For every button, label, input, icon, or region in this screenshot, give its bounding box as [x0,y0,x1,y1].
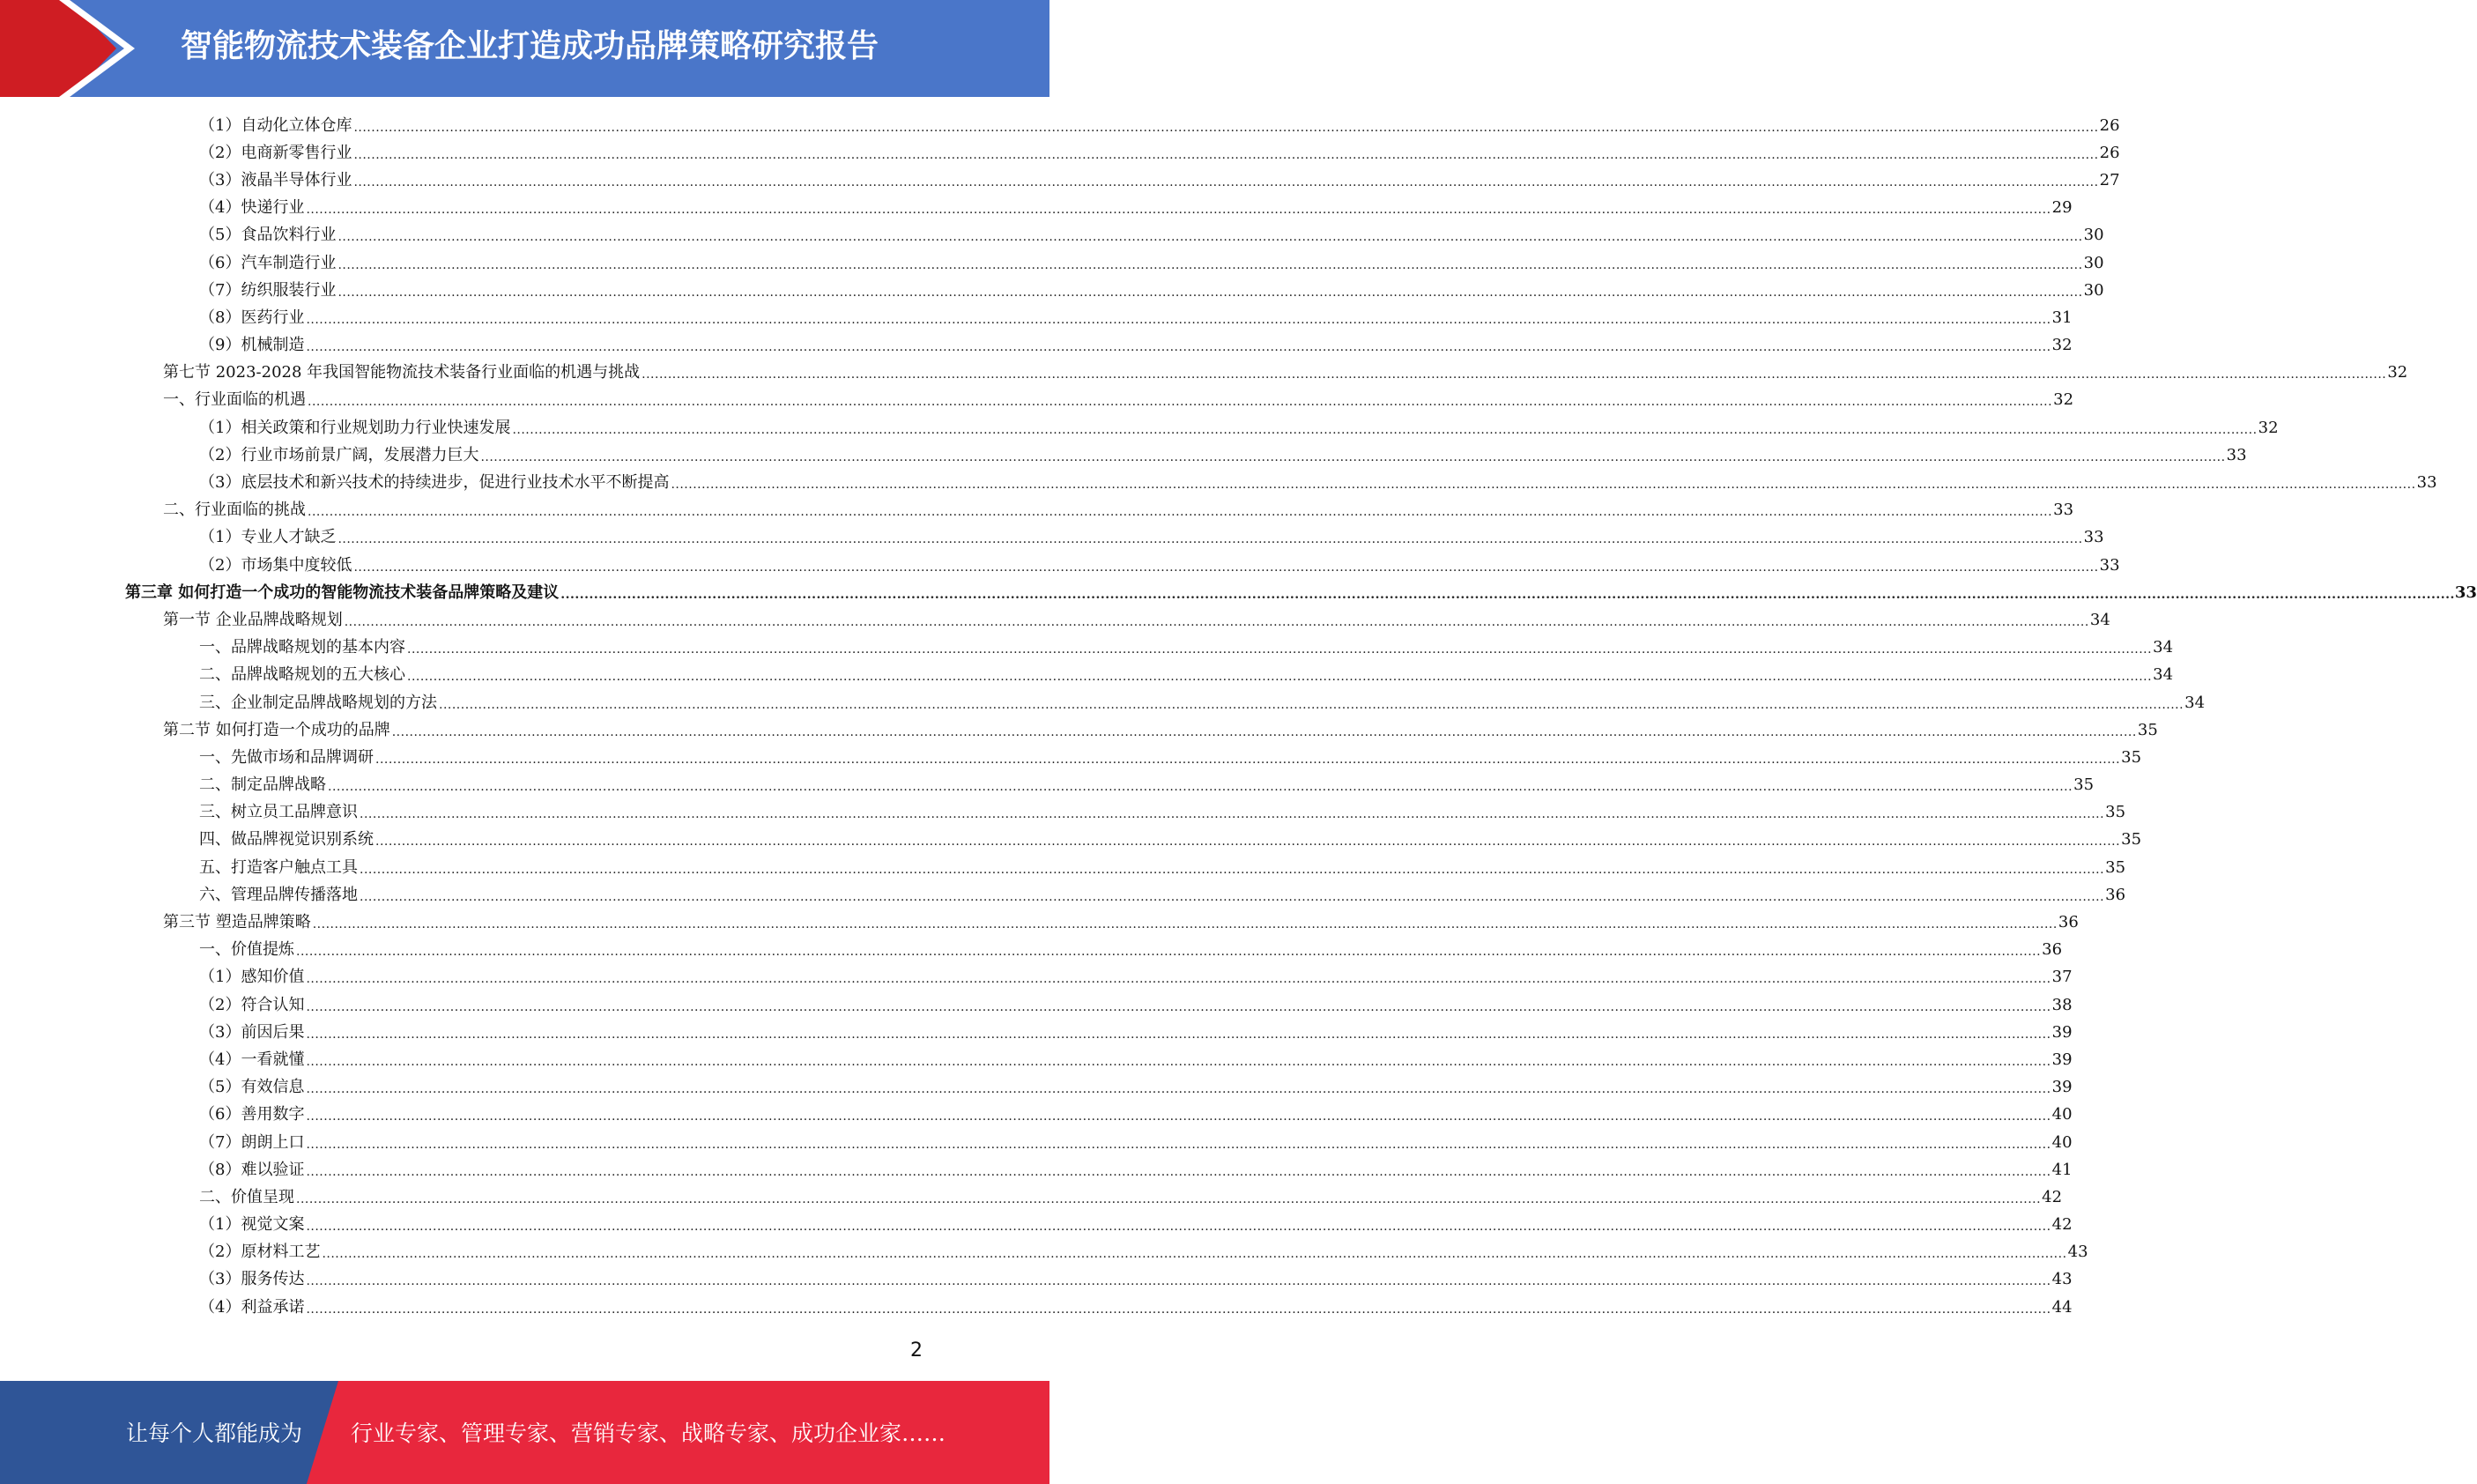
toc-entry-title: 一、先做市场和品牌调研 [199,747,374,767]
toc-dot-leader: ................................................................................................................................................................................................................................................................................................................................................................................................................ [308,395,2053,410]
toc-dot-leader: ................................................................................................................................................................................................................................................................................................................................................................................................................ [360,862,2105,877]
toc-entry-item[interactable] [0,469,2437,496]
toc-entry-title: （2）符合认知 [199,995,305,1014]
toc-dot-leader: ................................................................................................................................................................................................................................................................................................................................................................................................................ [306,203,2051,218]
toc-entry-title: （6）善用数字 [199,1105,305,1124]
toc-entry-item[interactable] [0,634,2174,662]
toc-entry-page: 26 [2099,115,2120,135]
toc-entry-title: 一、价值提炼 [199,940,294,960]
toc-entry-item[interactable] [0,1129,2073,1156]
toc-dot-leader: ................................................................................................................................................................................................................................................................................................................................................................................................................ [391,724,2137,739]
toc-dot-leader: ................................................................................................................................................................................................................................................................................................................................................................................................................ [337,532,2083,547]
toc-dot-leader: ................................................................................................................................................................................................................................................................................................................................................................................................................ [296,1191,2042,1206]
toc-entry-title: 一、品牌战略规划的基本内容 [199,638,405,657]
toc-entry-item[interactable] [0,332,2073,360]
toc-entry-title: （8）难以验证 [199,1160,305,1179]
toc-dot-leader: ................................................................................................................................................................................................................................................................................................................................................................................................................ [480,449,2226,464]
toc-entry-title: （6）汽车制造行业 [199,253,337,272]
toc-entry-item[interactable] [0,1212,2073,1239]
toc-entry-section[interactable] [0,606,2110,634]
toc-entry-item[interactable] [0,1046,2073,1073]
toc-entry-page: 39 [2051,1022,2073,1042]
toc-entry-title: 五、打造客户触点工具 [199,857,358,877]
toc-entry-title: 第七节 2023-2028 年我国智能物流技术装备行业面临的机遇与挑战 [163,363,641,382]
toc-dot-leader: ................................................................................................................................................................................................................................................................................................................................................................................................................ [337,230,2083,245]
toc-entry-title: （1）自动化立体仓库 [199,115,352,135]
toc-entry-title: （4）利益承诺 [199,1297,305,1317]
toc-entry-page: 33 [2099,555,2120,575]
toc-entry-title: （4）快递行业 [199,198,305,218]
toc-dot-leader: ................................................................................................................................................................................................................................................................................................................................................................................................................ [306,1027,2051,1042]
toc-entry-page: 29 [2051,198,2073,218]
toc-entry-section[interactable] [0,909,2079,936]
toc-entry-title: （2）电商新零售行业 [199,143,352,162]
toc-entry-title: （2）行业市场前景广阔，发展潜力巨大 [199,445,479,464]
toc-entry-title: 二、行业面临的挑战 [163,501,306,520]
toc-entry-title: 四、做品牌视觉识别系统 [199,830,374,850]
table-of-contents [0,112,2477,1321]
toc-entry-title: （8）医药行业 [199,308,305,327]
toc-dot-leader: ................................................................................................................................................................................................................................................................................................................................................................................................................ [375,835,2121,850]
toc-entry-page: 36 [2105,885,2126,904]
toc-entry-title: （2）原材料工艺 [199,1243,321,1262]
toc-entry-item[interactable] [0,744,2142,771]
toc-entry-item[interactable] [0,964,2073,991]
toc-entry-item[interactable] [0,827,2142,854]
toc-entry-title: （4）一看就懂 [199,1050,305,1069]
toc-entry-item[interactable] [0,1074,2073,1102]
toc-entry-title: （2）市场集中度较低 [199,555,352,575]
toc-dot-leader: ................................................................................................................................................................................................................................................................................................................................................................................................................ [306,1274,2051,1289]
toc-dot-leader: ................................................................................................................................................................................................................................................................................................................................................................................................................ [306,1082,2051,1097]
toc-dot-leader: ................................................................................................................................................................................................................................................................................................................................................................................................................ [641,367,2387,382]
toc-entry-item[interactable] [0,799,2126,827]
toc-entry-item[interactable] [0,249,2104,277]
toc-entry-item[interactable] [0,112,2120,139]
toc-entry-title: （9）机械制造 [199,336,305,355]
toc-entry-title: 二、制定品牌战略 [199,775,326,795]
toc-dot-leader: ................................................................................................................................................................................................................................................................................................................................................................................................................ [312,917,2058,932]
toc-dot-leader: ................................................................................................................................................................................................................................................................................................................................................................................................................ [296,945,2042,960]
toc-entry-title: 三、树立员工品牌意识 [199,803,358,822]
toc-entry-item[interactable] [0,414,2279,441]
toc-entry-page: 40 [2051,1105,2073,1124]
toc-entry-page: 34 [2184,693,2206,712]
toc-dot-leader: ................................................................................................................................................................................................................................................................................................................................................................................................................ [306,999,2051,1014]
toc-entry-item[interactable] [0,524,2104,552]
toc-entry-page: 35 [2137,720,2158,739]
toc-dot-leader: ................................................................................................................................................................................................................................................................................................................................................................................................................ [306,972,2051,987]
toc-entry-page: 35 [2073,775,2095,795]
toc-entry-page: 33 [2416,473,2437,493]
toc-entry-title: 第二节 如何打造一个成功的品牌 [163,720,390,739]
toc-entry-page: 42 [2042,1187,2063,1206]
toc-dot-leader: ................................................................................................................................................................................................................................................................................................................................................................................................................ [344,614,2089,629]
toc-dot-leader: ................................................................................................................................................................................................................................................................................................................................................................................................................ [306,312,2051,327]
toc-dot-leader: ................................................................................................................................................................................................................................................................................................................................................................................................................ [353,147,2099,162]
toc-dot-leader: ................................................................................................................................................................................................................................................................................................................................................................................................................ [360,807,2105,822]
toc-entry-title: 二、价值呈现 [199,1187,294,1206]
toc-entry-page: 39 [2051,1050,2073,1069]
toc-entry-page: 30 [2083,226,2104,245]
toc-entry-page: 36 [2058,913,2079,932]
toc-dot-leader: ................................................................................................................................................................................................................................................................................................................................................................................................................ [308,505,2053,520]
page-number: 2 [910,1339,923,1362]
toc-entry-title: （3）底层技术和新兴技术的持续进步，促进行业技术水平不断提高 [199,473,670,493]
toc-dot-leader: ................................................................................................................................................................................................................................................................................................................................................................................................................ [306,1164,2051,1179]
toc-entry-item[interactable] [0,1266,2073,1294]
toc-entry-item[interactable] [0,1102,2073,1129]
toc-entry-item[interactable] [0,881,2126,909]
toc-dot-leader: ................................................................................................................................................................................................................................................................................................................................................................................................................ [439,697,2184,712]
page-header [0,0,1049,97]
toc-entry-page: 39 [2051,1078,2073,1097]
toc-entry-page: 34 [2153,665,2174,685]
toc-entry-item[interactable] [0,304,2073,331]
toc-entry-page: 32 [2051,336,2073,355]
toc-entry-page: 30 [2083,253,2104,272]
toc-entry-item[interactable] [0,689,2206,716]
toc-entry-page: 44 [2051,1297,2073,1317]
toc-entry-item[interactable] [0,167,2120,194]
toc-dot-leader: ................................................................................................................................................................................................................................................................................................................................................................................................................ [407,642,2153,657]
toc-entry-page: 30 [2083,280,2104,300]
toc-entry-page: 43 [2067,1243,2088,1262]
toc-entry-item[interactable] [0,552,2120,579]
header-red-arrow [0,0,116,97]
toc-entry-title: （1）感知价值 [199,968,305,987]
toc-dot-leader: ................................................................................................................................................................................................................................................................................................................................................................................................................ [322,1247,2067,1262]
toc-entry-item[interactable] [0,1183,2063,1211]
report-title: 智能物流技术装备企业打造成功品牌策略研究报告 [181,28,879,64]
toc-entry-title: （3）服务传达 [199,1270,305,1289]
toc-entry-page: 31 [2051,308,2073,327]
toc-entry-section[interactable] [0,387,2074,414]
footer-slogan-right: 行业专家、管理专家、营销专家、战略专家、成功企业家…… [351,1421,946,1446]
toc-entry-title: （1）相关政策和行业规划助力行业快速发展 [199,418,511,437]
toc-entry-chapter[interactable] [0,579,2477,606]
toc-entry-item[interactable] [0,937,2063,964]
toc-entry-title: （1）专业人才缺乏 [199,528,337,547]
toc-entry-title: 六、管理品牌传播落地 [199,885,358,904]
toc-entry-item[interactable] [0,1019,2073,1046]
toc-entry-page: 32 [2053,390,2074,410]
toc-dot-leader: ................................................................................................................................................................................................................................................................................................................................................................................................................ [306,340,2051,355]
toc-entry-title: （5）有效信息 [199,1078,305,1097]
toc-entry-item[interactable] [0,854,2126,881]
toc-entry-section[interactable] [0,360,2408,387]
toc-dot-leader: ................................................................................................................................................................................................................................................................................................................................................................................................................ [353,174,2099,189]
toc-entry-item[interactable] [0,222,2104,249]
page-footer [0,1381,1049,1484]
toc-entry-title: 第一节 企业品牌战略规划 [163,610,343,629]
toc-entry-page: 35 [2121,830,2142,850]
toc-entry-title: 第三节 塑造品牌策略 [163,913,311,932]
toc-entry-section[interactable] [0,716,2158,744]
toc-dot-leader: ................................................................................................................................................................................................................................................................................................................................................................................................................ [306,1054,2051,1069]
toc-entry-page: 37 [2051,968,2073,987]
toc-entry-page: 42 [2051,1215,2073,1235]
toc-entry-item[interactable] [0,195,2073,222]
toc-entry-page: 34 [2153,638,2174,657]
toc-entry-title: （3）前因后果 [199,1022,305,1042]
toc-entry-page: 38 [2051,995,2073,1014]
toc-entry-title: 二、品牌战略规划的五大核心 [199,665,405,685]
toc-dot-leader: ................................................................................................................................................................................................................................................................................................................................................................................................................ [360,889,2105,904]
toc-dot-leader: ................................................................................................................................................................................................................................................................................................................................................................................................................ [306,1220,2051,1235]
toc-entry-page: 40 [2051,1132,2073,1152]
toc-entry-item[interactable] [0,1294,2073,1321]
toc-entry-title: 三、企业制定品牌战略规划的方法 [199,693,437,712]
toc-entry-page: 36 [2042,940,2063,960]
toc-entry-item[interactable] [0,991,2073,1019]
toc-dot-leader: ................................................................................................................................................................................................................................................................................................................................................................................................................ [407,670,2153,685]
toc-entry-page: 27 [2099,170,2120,189]
toc-dot-leader: ................................................................................................................................................................................................................................................................................................................................................................................................................ [671,478,2416,493]
toc-entry-page: 33 [2053,501,2074,520]
toc-entry-title: （3）液晶半导体行业 [199,170,352,189]
toc-dot-leader: ................................................................................................................................................................................................................................................................................................................................................................................................................ [375,752,2121,767]
toc-entry-page: 35 [2121,747,2142,767]
toc-entry-title: （1）视觉文案 [199,1215,305,1235]
toc-dot-leader: ................................................................................................................................................................................................................................................................................................................................................................................................................ [306,1137,2051,1152]
toc-entry-page: 32 [2258,418,2279,437]
toc-entry-item[interactable] [0,772,2095,799]
toc-entry-page: 43 [2051,1270,2073,1289]
toc-entry-page: 34 [2089,610,2110,629]
toc-dot-leader: ................................................................................................................................................................................................................................................................................................................................................................................................................ [306,1109,2051,1124]
toc-dot-leader: ................................................................................................................................................................................................................................................................................................................................................................................................................ [560,587,2455,602]
footer-slogan-left: 让每个人都能成为 [126,1421,303,1446]
toc-entry-page: 33 [2226,445,2247,464]
toc-dot-leader: ................................................................................................................................................................................................................................................................................................................................................................................................................ [337,285,2083,300]
toc-entry-section[interactable] [0,497,2074,524]
toc-entry-item[interactable] [0,1156,2073,1183]
toc-dot-leader: ................................................................................................................................................................................................................................................................................................................................................................................................................ [512,422,2258,437]
toc-entry-page: 33 [2454,582,2477,602]
toc-entry-title: 一、行业面临的机遇 [163,390,306,410]
toc-dot-leader: ................................................................................................................................................................................................................................................................................................................................................................................................................ [353,560,2099,575]
toc-entry-item[interactable] [0,277,2104,304]
toc-entry-page: 41 [2051,1160,2073,1179]
toc-dot-leader: ................................................................................................................................................................................................................................................................................................................................................................................................................ [328,780,2073,795]
toc-dot-leader: ................................................................................................................................................................................................................................................................................................................................................................................................................ [337,257,2083,272]
toc-entry-title: （5）食品饮料行业 [199,226,337,245]
toc-entry-item[interactable] [0,662,2174,689]
toc-entry-page: 35 [2105,803,2126,822]
toc-entry-title: （7）纺织服装行业 [199,280,337,300]
toc-dot-leader: ................................................................................................................................................................................................................................................................................................................................................................................................................ [306,1302,2051,1317]
toc-entry-page: 35 [2105,857,2126,877]
toc-entry-title: （7）朗朗上口 [199,1132,305,1152]
toc-dot-leader: ................................................................................................................................................................................................................................................................................................................................................................................................................ [353,120,2099,135]
toc-entry-item[interactable] [0,139,2120,167]
toc-entry-item[interactable] [0,1239,2088,1266]
toc-entry-page: 33 [2083,528,2104,547]
toc-entry-page: 32 [2387,363,2408,382]
toc-entry-page: 26 [2099,143,2120,162]
toc-entry-title: 第三章 如何打造一个成功的智能物流技术装备品牌策略及建议 [125,582,560,602]
toc-entry-item[interactable] [0,441,2247,469]
